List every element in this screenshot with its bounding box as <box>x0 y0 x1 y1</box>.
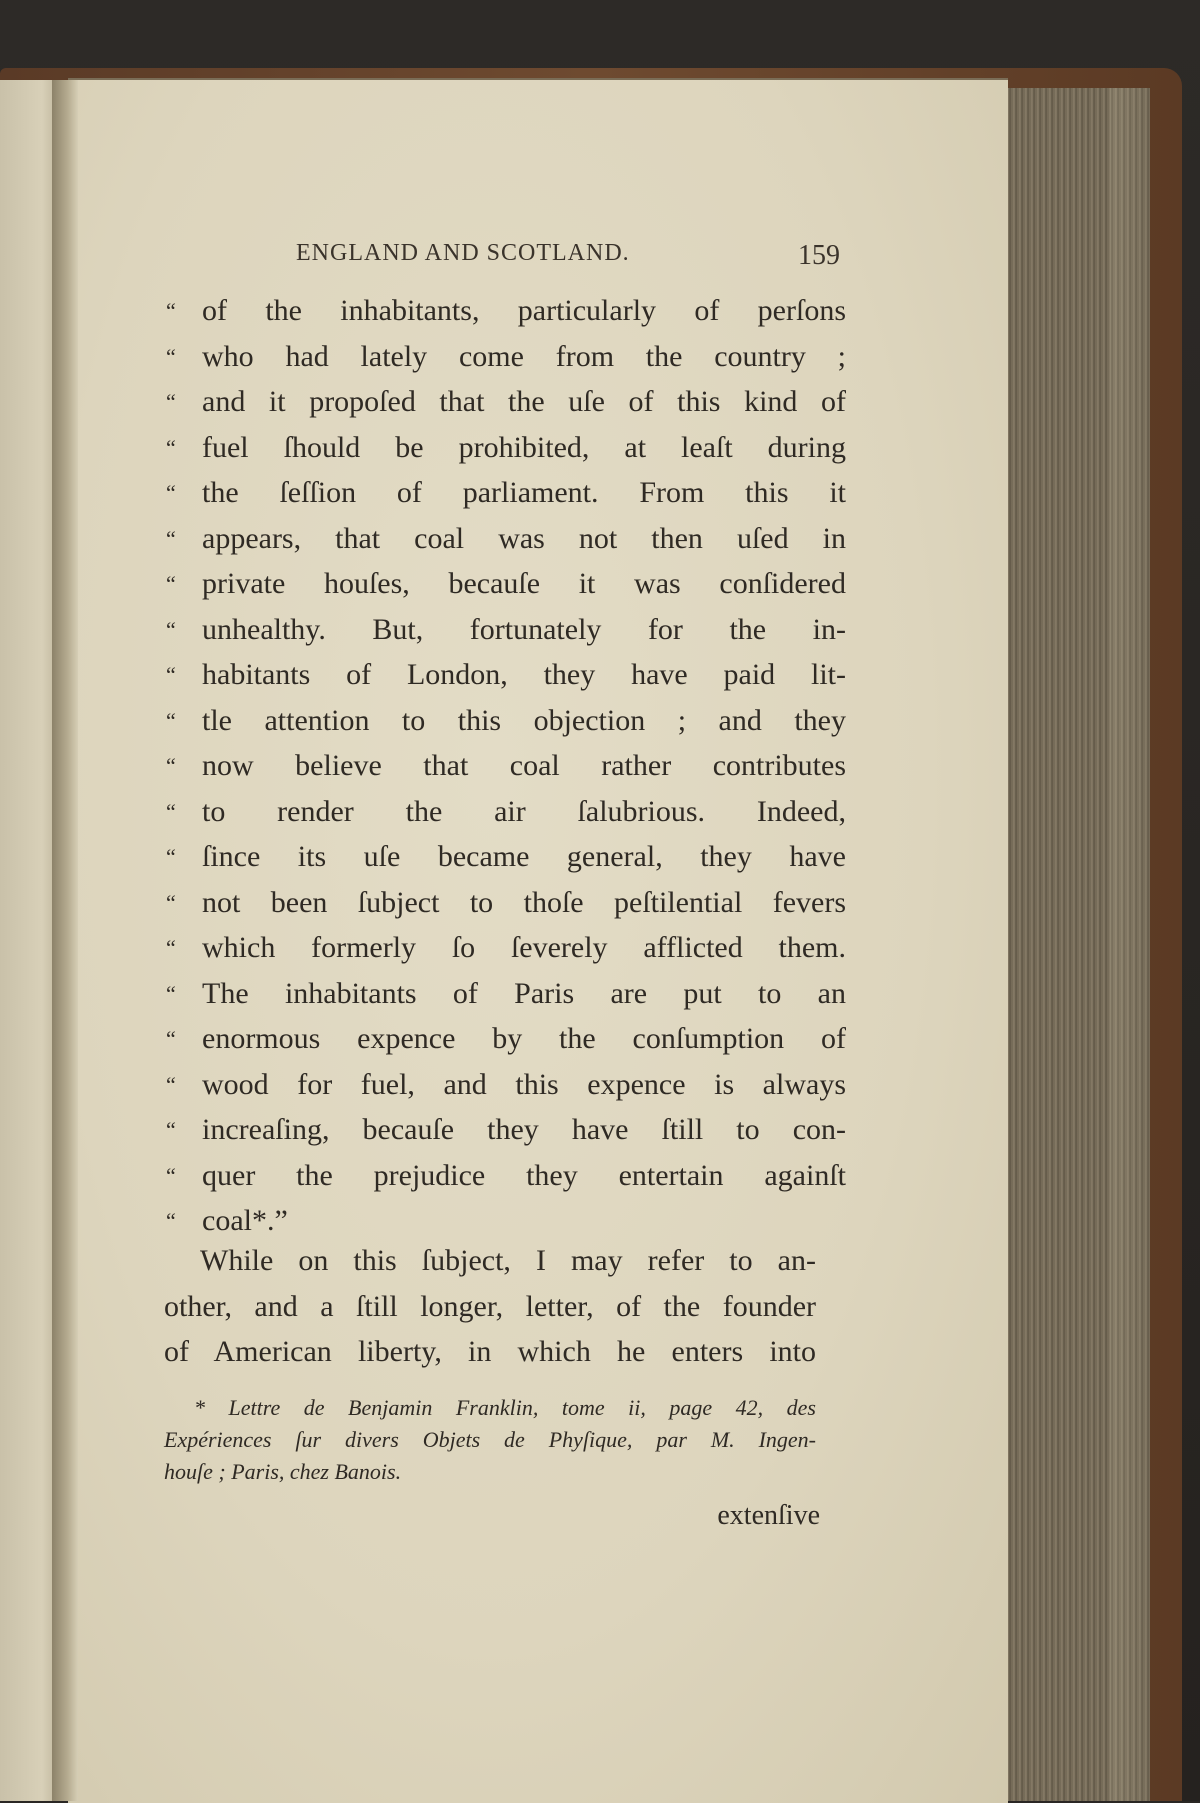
text-line <box>166 925 846 971</box>
quote-mark: “ <box>166 1117 176 1142</box>
quote-mark: “ <box>166 935 176 960</box>
footnote <box>164 1392 816 1488</box>
line-text: coal*.” <box>202 1204 288 1237</box>
text-line <box>166 607 846 653</box>
paragraph-line: other, and a ſtill longer, letter, of the founder <box>164 1289 816 1323</box>
footnote-line: Expériences ſur divers Objets de Phyſique, par M. Ingen- <box>164 1427 816 1452</box>
quote-mark: “ <box>166 980 176 1006</box>
quote-mark: “ <box>166 434 176 460</box>
line-text: private houſes, becauſe it was conſidered <box>202 567 846 600</box>
quote-mark: “ <box>166 1071 176 1097</box>
page-number: 159 <box>798 240 840 271</box>
paragraph-line: While on this ſubject, I may refer to an- <box>200 1244 816 1277</box>
text-line <box>166 971 846 1017</box>
text-line <box>166 470 846 516</box>
quoted-passage <box>166 288 846 1244</box>
text-line <box>166 516 846 562</box>
page-block-highlight <box>1110 88 1150 1801</box>
quote-mark: “ <box>166 889 176 915</box>
line-text: unhealthy. But, fortunately for the in- <box>202 612 846 646</box>
line-text: The inhabitants of Paris are put to an <box>202 976 846 1010</box>
text-line <box>166 561 846 607</box>
catchword: extenſive <box>717 1500 820 1531</box>
text-line <box>166 789 846 835</box>
line-text: who had lately come from the country ; <box>202 339 846 373</box>
line-text: now believe that coal rather contributes <box>202 749 846 782</box>
line-text: and it propoſed that the uſe of this kind of <box>202 385 846 418</box>
line-text: tle attention to this objection ; and they <box>202 703 846 737</box>
quote-mark: “ <box>166 1026 176 1051</box>
line-text: increaſing, becauſe they have ſtill to con- <box>202 1113 846 1146</box>
quote-mark: “ <box>166 343 176 369</box>
quote-mark: “ <box>166 525 176 551</box>
quote-mark: “ <box>166 753 176 778</box>
text-line <box>166 1062 846 1108</box>
line-text: the ſeſſion of parliament. From this it <box>202 476 846 509</box>
line-text: not been ſubject to thoſe peſtilential fevers <box>202 885 846 919</box>
text-line <box>166 1016 846 1062</box>
text-line <box>166 1153 846 1199</box>
text-line <box>166 652 846 698</box>
line-text: fuel ſhould be prohibited, at leaſt during <box>202 430 846 464</box>
quote-mark: “ <box>166 616 176 642</box>
page-header <box>296 240 840 280</box>
quote-mark: “ <box>166 1162 176 1188</box>
text-line <box>166 379 846 425</box>
quote-mark: “ <box>166 389 176 414</box>
quote-mark: “ <box>166 798 176 824</box>
text-line <box>166 425 846 471</box>
quote-mark: “ <box>166 571 176 596</box>
text-line <box>166 1107 846 1153</box>
page-gutter <box>52 80 78 1801</box>
line-text: enormous expence by the conſumption of <box>202 1022 846 1055</box>
text-line <box>166 743 846 789</box>
line-text: quer the prejudice they entertain againſt <box>202 1158 846 1192</box>
quote-mark: “ <box>166 298 176 323</box>
footnote-line: houſe ; Paris, chez Banois. <box>164 1459 402 1484</box>
line-text: to render the air ſalubrious. Indeed, <box>202 794 846 828</box>
quote-mark: “ <box>166 844 176 869</box>
line-text: ſince its uſe became general, they have <box>202 840 846 873</box>
footnote-line: * Lettre de Benjamin Franklin, tome ii, page 42, des <box>194 1395 816 1420</box>
text-line <box>166 880 846 926</box>
line-text: wood for fuel, and this expence is always <box>202 1067 846 1101</box>
quote-mark: “ <box>166 1208 176 1233</box>
body-paragraph <box>164 1238 816 1375</box>
running-head: ENGLAND AND SCOTLAND. <box>296 240 630 266</box>
line-text: which formerly ſo ſeverely afflicted them. <box>202 931 846 964</box>
quote-mark: “ <box>166 480 176 505</box>
quote-mark: “ <box>166 707 176 733</box>
line-text: of the inhabitants, particularly of perſons <box>202 294 846 327</box>
left-page-edge <box>0 80 60 1801</box>
text-line <box>166 698 846 744</box>
line-text: appears, that coal was not then uſed in <box>202 521 846 555</box>
text-line <box>166 834 846 880</box>
paragraph-line: of American liberty, in which he enters into <box>164 1335 816 1368</box>
quote-mark: “ <box>166 662 176 687</box>
text-line <box>166 1198 846 1244</box>
text-line <box>166 334 846 380</box>
text-line <box>166 288 846 334</box>
line-text: habitants of London, they have paid lit- <box>202 658 846 691</box>
